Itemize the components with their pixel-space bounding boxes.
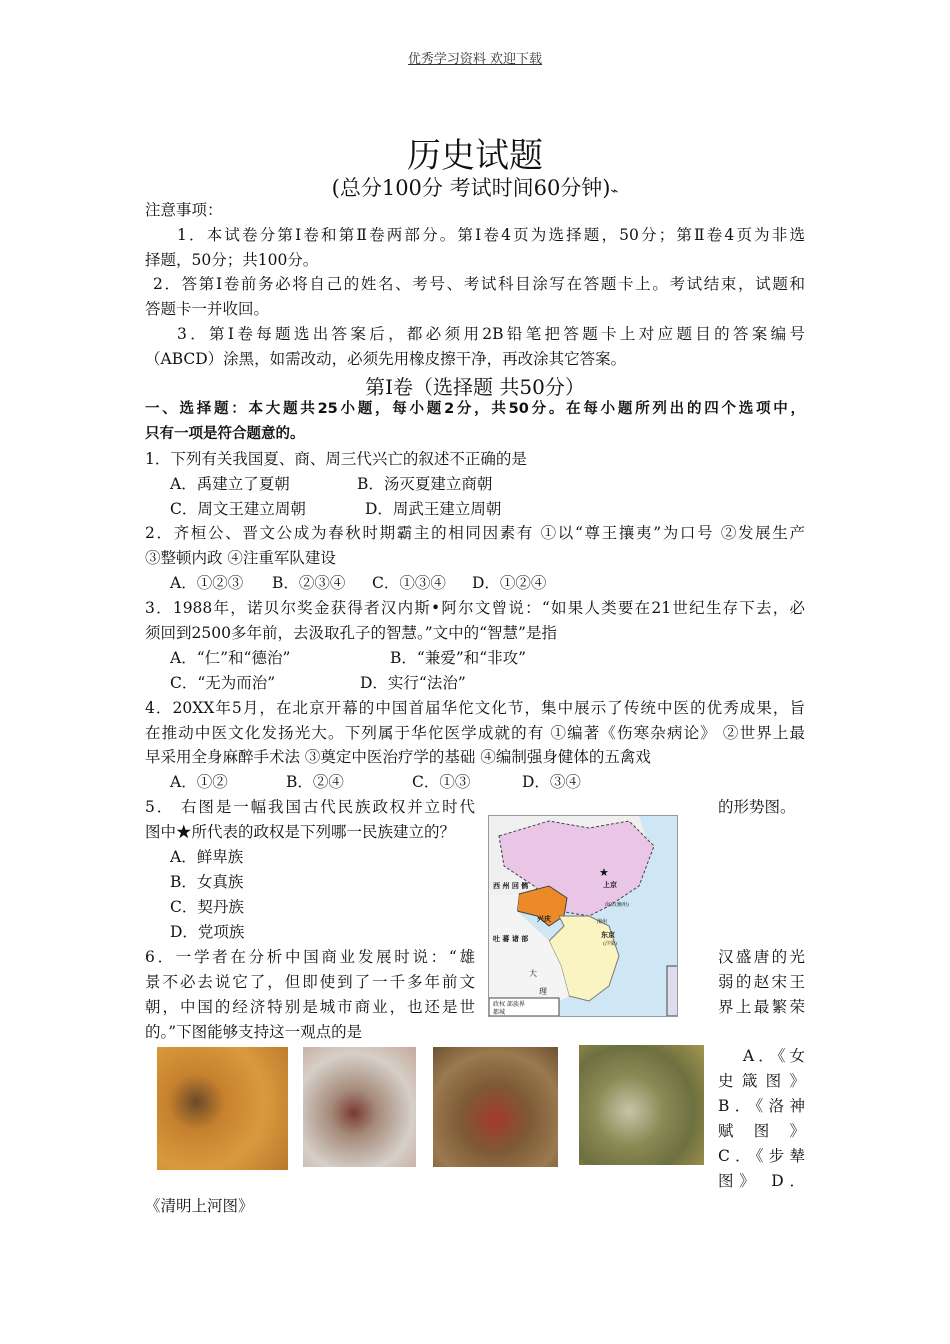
star-icon: ★ <box>599 866 609 879</box>
painting-luoshen-fu <box>303 1047 416 1167</box>
map-label: 澶州 <box>597 919 608 925</box>
q6-right-line-3: 界上最繁荣 <box>718 998 805 1016</box>
note-1-line-2: 择题，50分；共100分。 <box>145 251 319 269</box>
notes-heading: 注意事项： <box>145 201 223 219</box>
q1-option-b: B．汤灭夏建立商朝 <box>357 475 493 493</box>
q2-option-c: C．①③④ <box>372 574 446 592</box>
mouse-icon: ⌁ <box>610 184 619 199</box>
q5-stem-line-2: 图中★所代表的政权是下列哪一民族建立的？ <box>145 823 456 841</box>
note-3-line-1: 3．第Ⅰ卷每题选出答案后，都必须用2B铅笔把答题卡上对应题目的答案编号 <box>177 325 805 343</box>
q2-stem-line-2: ③整顿内政 ④注重军队建设 <box>145 549 336 567</box>
q4-option-a: A．①② <box>170 773 228 791</box>
subtitle-text: (总分100分 考试时间60分钟) <box>331 176 611 200</box>
map-label: 大 <box>529 969 537 978</box>
q1-option-d: D．周武王建立周朝 <box>365 500 502 518</box>
q1-option-c: C．周文王建立周朝 <box>170 500 306 518</box>
q5-option-a: A．鲜卑族 <box>170 848 244 866</box>
map-label: 上京 <box>603 880 617 889</box>
q3-option-b: B．“兼爱”和“非攻” <box>390 649 527 667</box>
q2-option-b: B．②③④ <box>272 574 346 592</box>
section-title: 第Ⅰ卷（选择题 共50分） <box>365 375 585 399</box>
q2-option-a: A．①②③ <box>170 574 244 592</box>
q6-stem-line-2: 景不必去说它了，但即使到了一千多年前文 <box>145 973 475 991</box>
q5-option-c: C．契丹族 <box>170 898 244 916</box>
q3-stem-line-1: 3．1988年，诺贝尔奖金获得者汉内斯•阿尔文曾说：“如果人类要在21世纪生存下去，必 <box>145 599 805 617</box>
painting-nushi-zhen <box>157 1047 288 1170</box>
q4-option-c: C．①③ <box>412 773 471 791</box>
q6-option-b-line-1: B．《洛神 <box>718 1097 805 1115</box>
map-label: 吐 蕃 诸 部 <box>493 934 529 943</box>
q6-option-a-line-2: 史 箴 图 》 <box>718 1072 805 1090</box>
q6-option-b-line-2: 赋 图 》 <box>718 1122 805 1140</box>
q3-option-d: D．实行“法治” <box>360 674 466 692</box>
painting-qingming-shanghe <box>579 1045 704 1165</box>
note-3-line-2: （ABCD）涂黑，如需改动，必须先用橡皮擦干净，再改涂其它答案。 <box>145 350 627 368</box>
historical-map <box>488 815 678 1017</box>
map-label: 西 州 回 鹘 <box>493 881 529 890</box>
q4-option-b: B．②④ <box>286 773 344 791</box>
q4-stem-line-1: 4．20XX年5月，在北京开幕的中国首届华佗文化节，集中展示了传统中医的优秀成果，旨 <box>145 699 805 717</box>
map-label: (汴梁) <box>603 941 617 947</box>
q5-stem-line-1-end: 的形势图。 <box>718 798 796 816</box>
q5-stem-line-1: 5． 右图是一幅我国古代民族政权并立时代 <box>145 798 475 816</box>
map-legend-capital: 都城 <box>493 1009 506 1016</box>
q5-option-b: B．女真族 <box>170 873 244 891</box>
q4-option-d: D．③④ <box>522 773 581 791</box>
q4-stem-line-3: 早采用全身麻醉手术法 ③奠定中医治疗学的基础 ④编制强身健体的五禽戏 <box>145 748 651 766</box>
q6-right-line-1: 汉盛唐的光 <box>718 948 805 966</box>
q6-option-d: 《清明上河图》 <box>145 1197 254 1215</box>
q3-option-c: C．“无为而治” <box>170 674 276 692</box>
note-2-line-1: 2．答第Ⅰ卷前务必将自己的姓名、考号、考试科目涂写在答题卡上。考试结束，试题和 <box>153 275 805 293</box>
q6-option-c-line-1: C．《步辇 <box>718 1147 805 1165</box>
page-title: 历史试题 <box>407 136 543 176</box>
q2-stem-line-1: 2．齐桓公、晋文公成为春秋时期霸主的相同因素有 ①以“尊王攘夷”为口号 ②发展生产 <box>145 524 805 542</box>
map-label: 理 <box>539 987 547 996</box>
q6-option-a-line-1: A．《女 <box>743 1047 805 1065</box>
map-graphic <box>489 816 677 1016</box>
instructions-line-2: 只有一项是符合题意的。 <box>145 426 305 442</box>
q1-option-a: A．禹建立了夏朝 <box>170 475 290 493</box>
painting-bunian <box>433 1047 558 1167</box>
q6-option-c-line-2: 图》 D． <box>718 1172 805 1190</box>
note-2-line-2: 答题卡一并收回。 <box>145 300 270 318</box>
q1-stem: 1．下列有关我国夏、商、周三代兴亡的叙述不正确的是 <box>145 450 527 468</box>
map-label: 南京(幽州) <box>605 902 629 908</box>
q6-right-line-2: 弱的赵宋王 <box>718 973 805 991</box>
instructions-line-1: 一、选择题：本大题共25小题，每小题2分，共50分。在每小题所列出的四个选项中， <box>145 401 805 417</box>
q4-stem-line-2: 在推动中医文化发扬光大。下列属于华佗医学成就的有 ①编著《伤寒杂病论》 ②世界上最 <box>145 724 805 742</box>
q6-stem-line-4: 的。”下图能够支持这一观点的是 <box>145 1023 363 1041</box>
q2-option-d: D．①②④ <box>472 574 547 592</box>
q3-stem-line-2: 须回到2500多年前，去汲取孔子的智慧。”文中的“智慧”是指 <box>145 624 557 642</box>
map-label: 兴庆 <box>537 914 551 923</box>
q3-option-a: A．“仁”和“德治” <box>170 649 291 667</box>
q6-stem-line-3: 朝，中国的经济特别是城市商业，也还是世 <box>145 998 475 1016</box>
header-text: 优秀学习资料 欢迎下载 <box>407 52 543 67</box>
note-1-line-1: 1．本试卷分第Ⅰ卷和第Ⅱ卷两部分。第Ⅰ卷4页为选择题，50分；第Ⅱ卷4页为非选 <box>177 226 805 244</box>
q6-stem-line-1: 6．一学者在分析中国商业发展时说：“雄 <box>145 948 475 966</box>
map-label: 东京 <box>601 930 615 939</box>
q5-option-d: D．党项族 <box>170 923 245 941</box>
map-legend-border: 政权 部族界 <box>493 1001 525 1008</box>
page-subtitle <box>0 172 950 202</box>
page-header <box>0 48 950 67</box>
